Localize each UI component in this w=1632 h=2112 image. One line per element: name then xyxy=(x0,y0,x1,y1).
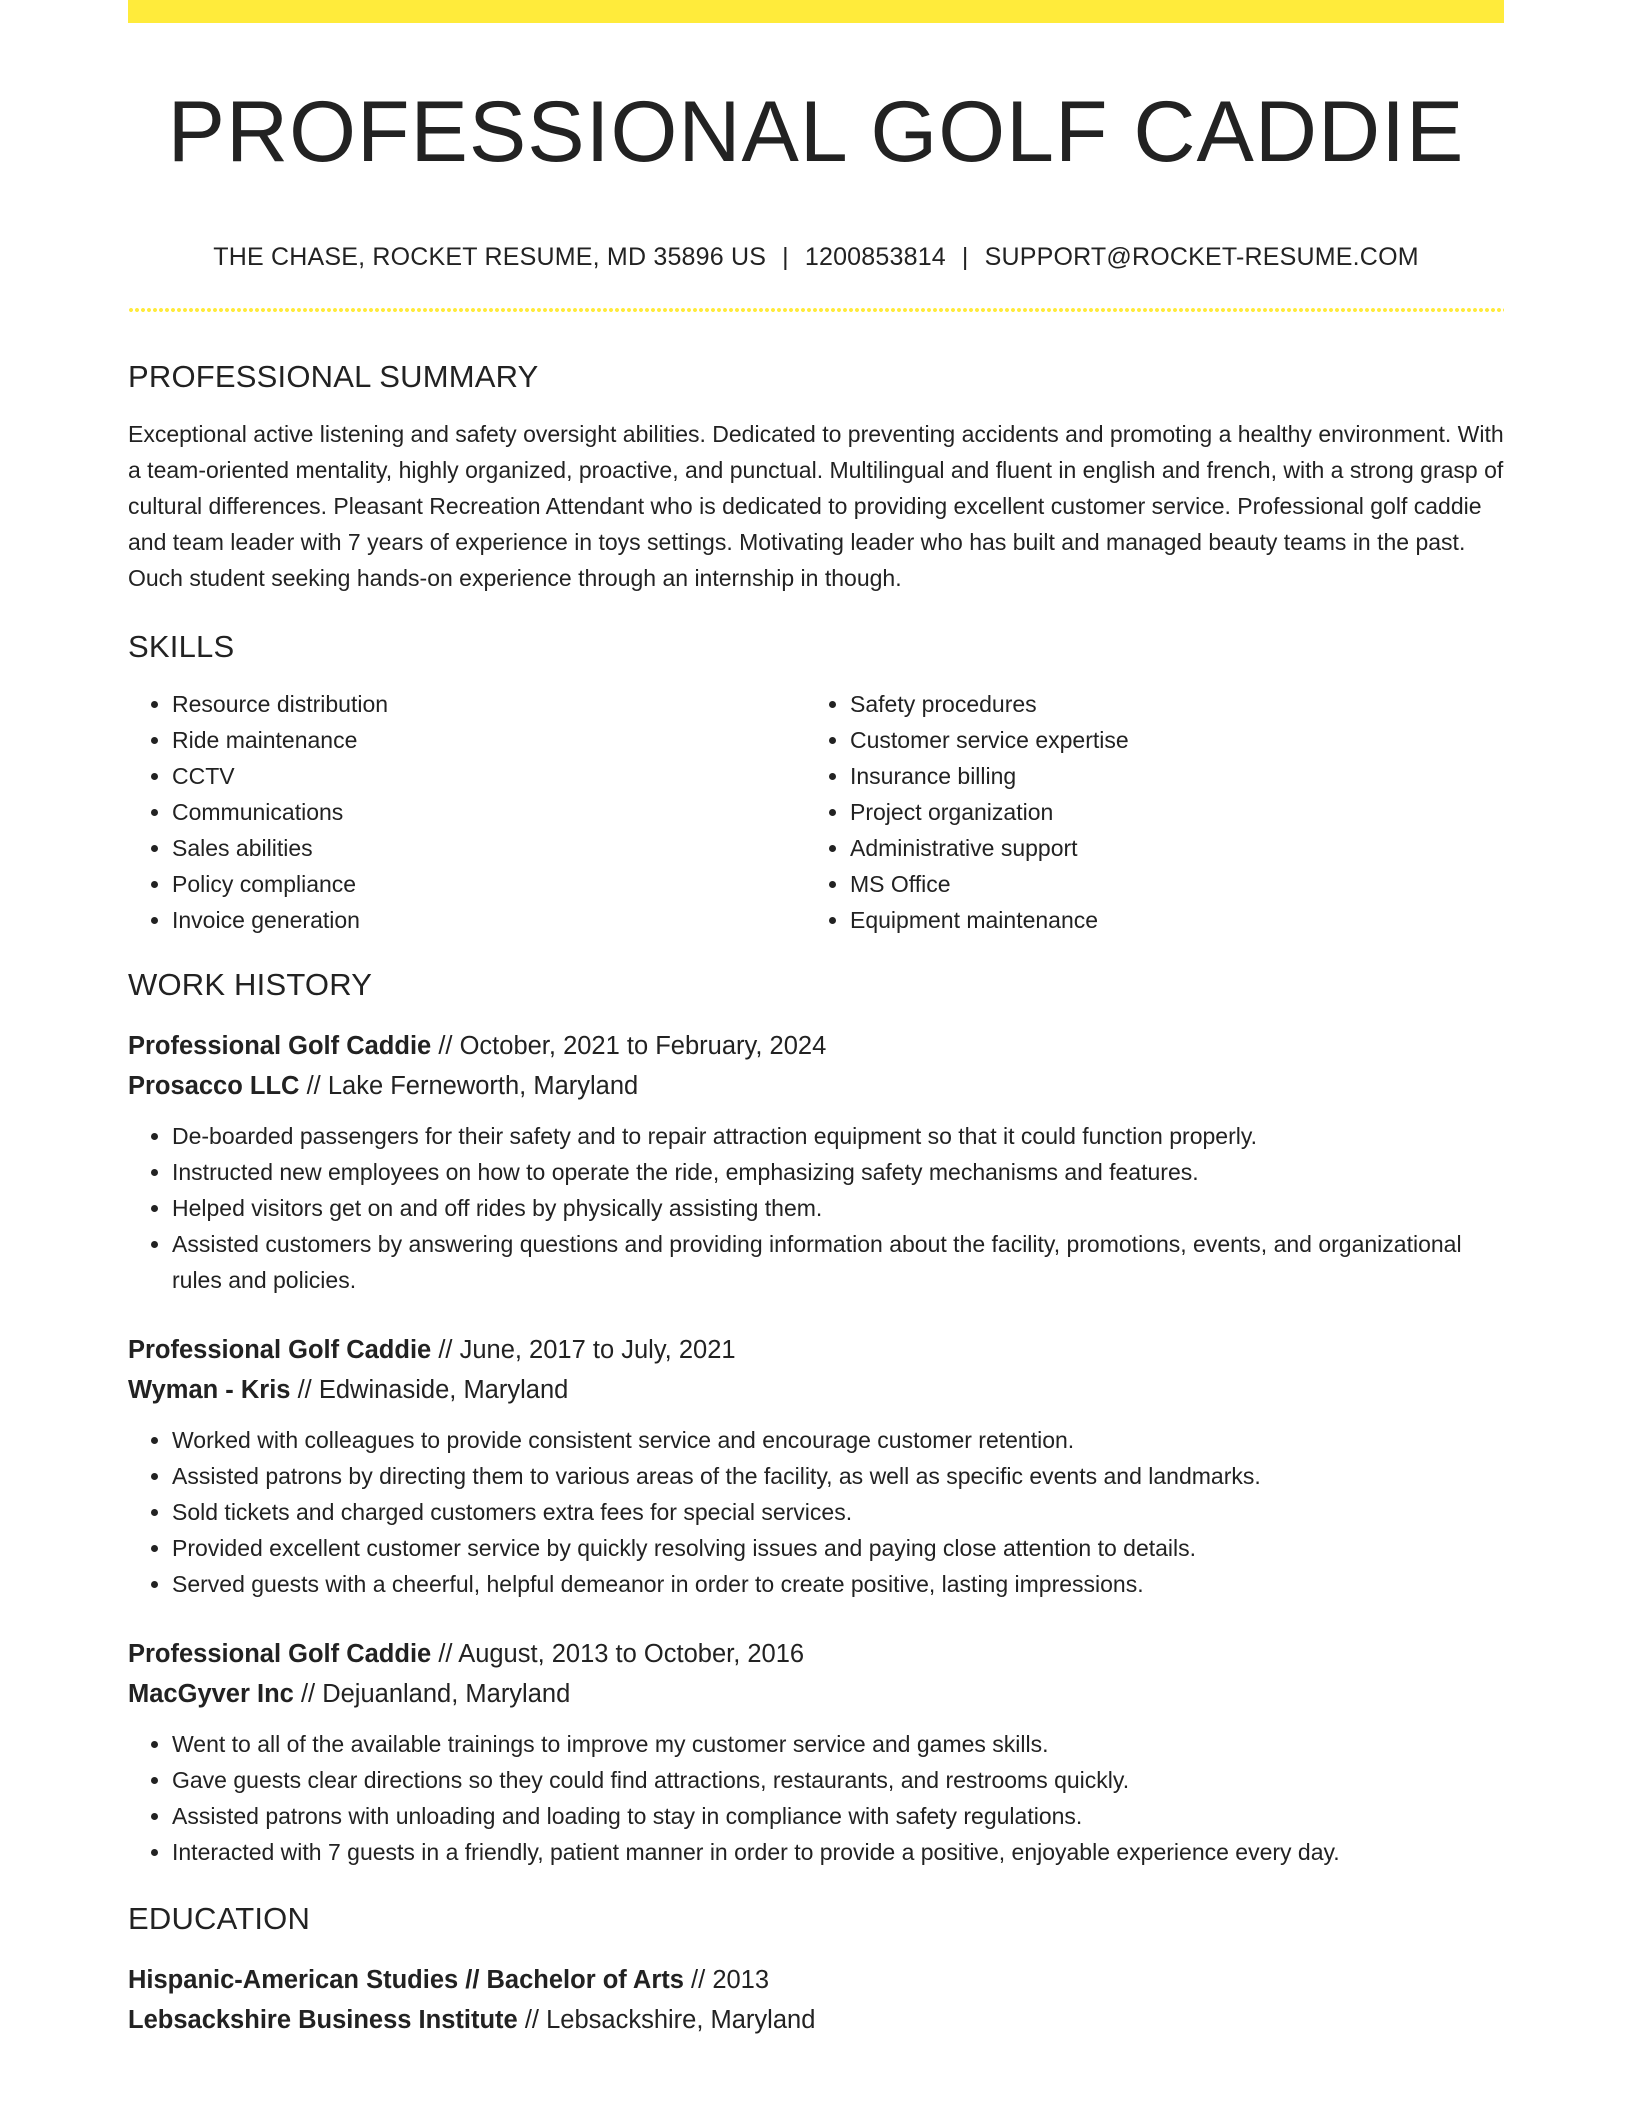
resume-name: PROFESSIONAL GOLF CADDIE xyxy=(167,84,1465,180)
job-dates: October, 2021 to February, 2024 xyxy=(459,1032,827,1061)
top-accent-bar xyxy=(128,0,1504,23)
education-location: Lebsackshire, Maryland xyxy=(546,2006,816,2035)
divider: // xyxy=(438,1336,453,1365)
education-heading: EDUCATION xyxy=(128,1901,311,1937)
education-school-line xyxy=(128,2000,1504,2040)
job-bullet: • Provided excellent customer service by quickly resolving issues and paying close attention to details. xyxy=(172,1530,1504,1566)
summary-text: Exceptional active listening and safety oversight abilities. Dedicated to preventing accidents and promoting a healthy environment. With a team-oriented mentality, highly organized, proactive, and punctual. Multilingual and fluent in english and french, with a strong grasp of cultural differences. Pleasant Recreation Attendant who is dedicated to providing excellent customer service. Professional golf caddie and team leader with 7 years of experience in toys settings. Motivating leader who has built and managed beauty teams in the past. Ouch student seeking hands-on experience through an internship in though. xyxy=(128,420,1504,591)
job-bullets xyxy=(128,1726,1504,1870)
job-company-line xyxy=(128,1066,1504,1106)
job-company-line xyxy=(128,1674,1504,1714)
job-bullet: • Assisted patrons with unloading and loading to stay in compliance with safety regulations. xyxy=(172,1798,1504,1834)
job-bullet: • Interacted with 7 guests in a friendly, patient manner in order to provide a positive, enjoyable experience every day. xyxy=(172,1834,1504,1870)
job-location: Dejuanland, Maryland xyxy=(322,1680,571,1709)
job-bullet: • Sold tickets and charged customers extra fees for special services. xyxy=(172,1494,1504,1530)
job-bullet: • Worked with colleagues to provide consistent service and encourage customer retention. xyxy=(172,1422,1504,1458)
skill-item: • Insurance billing xyxy=(850,758,1484,794)
skill-item: • Sales abilities xyxy=(172,830,806,866)
divider: // xyxy=(691,1966,706,1995)
divider: // xyxy=(300,1680,316,1709)
skill-item: • Invoice generation xyxy=(172,902,806,938)
divider: // xyxy=(306,1072,321,1101)
job-location: Lake Ferneworth, Maryland xyxy=(327,1072,639,1101)
job-bullets xyxy=(128,1422,1504,1602)
job-entry xyxy=(128,1634,1504,1870)
skill-item: • Equipment maintenance xyxy=(850,902,1484,938)
job-company-line xyxy=(128,1370,1504,1410)
job-bullet: • Served guests with a cheerful, helpful demeanor in order to create positive, lasting impressions. xyxy=(172,1566,1504,1602)
job-bullet: • Gave guests clear directions so they could find attractions, restaurants, and restrooms quickly. xyxy=(172,1762,1504,1798)
dotted-divider xyxy=(128,308,1504,312)
skill-item: • CCTV xyxy=(172,758,806,794)
job-dates: August, 2013 to October, 2016 xyxy=(458,1640,805,1669)
skill-item: • Ride maintenance xyxy=(172,722,806,758)
education-degree: Hispanic-American Studies // Bachelor of Arts xyxy=(128,1966,684,1995)
education-degree-line xyxy=(128,1960,1504,2000)
skills-list-right xyxy=(806,686,1484,938)
contact-phone: 1200853814 xyxy=(804,242,946,271)
contact-line xyxy=(128,242,1504,272)
job-bullet: • De-boarded passengers for their safety and to repair attraction equipment so that it could function properly. xyxy=(172,1118,1504,1154)
job-company: Wyman - Kris xyxy=(128,1376,291,1405)
contact-email: SUPPORT@ROCKET-RESUME.COM xyxy=(984,242,1419,271)
divider: // xyxy=(524,2006,539,2035)
job-entry xyxy=(128,1330,1504,1602)
job-dates: June, 2017 to July, 2021 xyxy=(459,1336,736,1365)
skill-item: • Administrative support xyxy=(850,830,1484,866)
divider: // xyxy=(297,1376,312,1405)
skills-columns xyxy=(128,686,1504,938)
job-bullet: • Instructed new employees on how to operate the ride, emphasizing safety mechanisms and features. xyxy=(172,1154,1504,1190)
skill-item: • Policy compliance xyxy=(172,866,806,902)
skill-item: • Project organization xyxy=(850,794,1484,830)
job-company: Prosacco LLC xyxy=(128,1072,300,1101)
skill-item: • MS Office xyxy=(850,866,1484,902)
skill-item: • Resource distribution xyxy=(172,686,806,722)
job-company: MacGyver Inc xyxy=(128,1680,294,1709)
skill-item: • Safety procedures xyxy=(850,686,1484,722)
contact-separator: | xyxy=(961,242,969,271)
job-title-line xyxy=(128,1026,1504,1066)
job-bullets xyxy=(128,1118,1504,1298)
summary-heading: PROFESSIONAL SUMMARY xyxy=(128,358,539,394)
skill-item: • Customer service expertise xyxy=(850,722,1484,758)
job-title-line xyxy=(128,1634,1504,1674)
resume-page xyxy=(128,0,1504,2040)
job-bullet: • Assisted patrons by directing them to various areas of the facility, as well as specific events and landmarks. xyxy=(172,1458,1504,1494)
skills-list-left xyxy=(128,686,806,938)
education-school: Lebsackshire Business Institute xyxy=(128,2006,518,2035)
job-bullet: • Went to all of the available trainings to improve my customer service and games skills. xyxy=(172,1726,1504,1762)
skills-heading: SKILLS xyxy=(128,628,235,664)
education-year: 2013 xyxy=(712,1966,770,1995)
divider: // xyxy=(438,1032,453,1061)
job-title: Professional Golf Caddie xyxy=(128,1640,432,1669)
job-bullet: • Assisted customers by answering questions and providing information about the facility, promotions, events, and organizational rules and policies. xyxy=(172,1226,1504,1298)
contact-separator: | xyxy=(782,242,789,271)
job-entry xyxy=(128,1026,1504,1298)
contact-address: THE CHASE, ROCKET RESUME, MD 35896 US xyxy=(213,242,767,271)
job-bullet: • Helped visitors get on and off rides by physically assisting them. xyxy=(172,1190,1504,1226)
job-location: Edwinaside, Maryland xyxy=(318,1376,569,1405)
divider: // xyxy=(438,1640,453,1669)
education-entry xyxy=(128,1960,1504,2040)
job-title: Professional Golf Caddie xyxy=(128,1336,432,1365)
job-title: Professional Golf Caddie xyxy=(128,1032,432,1061)
job-title-line xyxy=(128,1330,1504,1370)
skill-item: • Communications xyxy=(172,794,806,830)
work-history-heading: WORK HISTORY xyxy=(128,966,373,1002)
